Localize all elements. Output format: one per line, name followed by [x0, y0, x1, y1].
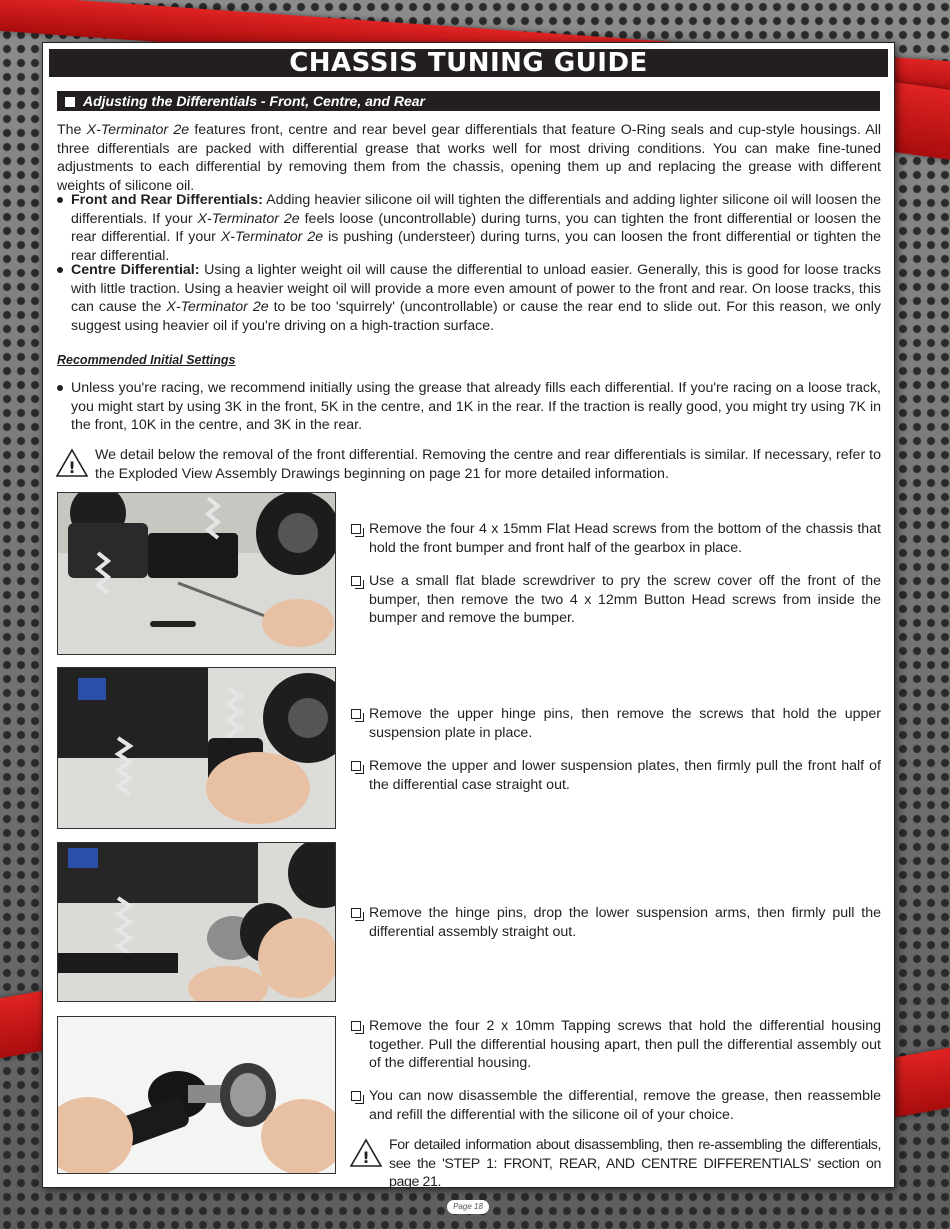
photo-remove-differential-assembly [57, 842, 336, 1002]
photo-remove-suspension-plates [57, 667, 336, 829]
bullet-centre-differential: Centre Differential: Using a lighter weight oil will cause the differential to unload easier. Generally, this is good for loose tracks with little traction. Using a heavier weight oil will provide a more even amount of power to the front and rear. On loose tracks, this can cause the X-Terminator 2e to be too 'squirrely' (uncontrollable) or cause the rear end to slide out. For this reason, we only suggest using heavier oil if you're driving on a high-traction surface. [57, 261, 881, 336]
photo-remove-bumper [57, 492, 336, 655]
bullet-dot-icon [57, 385, 63, 391]
section-heading-text: Adjusting the Differentials - Front, Centre, and Rear [83, 93, 426, 109]
checkbox-icon [351, 709, 361, 719]
bullet-dot-icon [57, 197, 63, 203]
photo-differential-housing-apart [57, 1016, 336, 1174]
page-title: CHASSIS TUNING GUIDE [49, 49, 888, 77]
step-3: Remove the upper hinge pins, then remove the screws that hold the upper suspension plate in place. [351, 705, 881, 742]
product-name: X-Terminator 2e [86, 122, 190, 138]
checkbox-icon [351, 761, 361, 771]
step-2: Use a small flat blade screwdriver to pry the screw cover off the front of the bumper, then remove the two 4 x 12mm Button Head screws from inside the bumper and remove the bumper. [351, 572, 881, 628]
bullet-recommended-settings: Unless you're racing, we recommend initially using the grease that already fills each differential. If you're racing on a loose track, you might start by using 3K in the front, 5K in the centre, and 1K in the rear. If the traction is really good, you might try using 7K in the front, 10K in the centre, and 3K in the rear. [57, 379, 881, 435]
product-name: X-Terminator 2e [197, 210, 300, 227]
checkbox-icon [351, 576, 361, 586]
intro-paragraph: The X-Terminator 2e features front, centre and rear bevel gear differentials that feature O-Ring seals and cup-style housings. All three differentials are packed with differential grease that works well for most driving conditions. You can make fine-tuned adjustments to each differential by removing them from the chassis, opening them up and replacing the grease with different weights of silicone oil. [57, 122, 882, 195]
step-7: You can now disassemble the differential, remove the grease, then reassemble and refill the differential with the silicone oil of your choice. [351, 1087, 881, 1124]
recommended-settings-heading: Recommended Initial Settings [57, 353, 236, 367]
checkbox-icon [351, 1091, 361, 1101]
bullet-lead: Front and Rear Differentials: [71, 192, 263, 208]
step-6: Remove the four 2 x 10mm Tapping screws that hold the differential housing together. Pull the differential housing apart, then pull the differential assembly out of the differential housing. [351, 1017, 881, 1073]
warning-icon [349, 1138, 383, 1168]
page-number: Page 18 [447, 1200, 489, 1214]
warning-icon [55, 448, 89, 478]
step-5: Remove the hinge pins, drop the lower suspension arms, then firmly pull the differential assembly straight out. [351, 904, 881, 941]
step-4: Remove the upper and lower suspension plates, then firmly pull the front half of the differential case straight out. [351, 757, 881, 794]
svg-text:!: ! [362, 1148, 370, 1167]
step-1: Remove the four 4 x 15mm Flat Head screws from the bottom of the chassis that hold the front bumper and front half of the gearbox in place. [351, 520, 881, 557]
checkbox-icon [351, 908, 361, 918]
product-name: X-Terminator 2e [220, 229, 324, 246]
square-bullet-icon [65, 97, 75, 107]
svg-text:!: ! [68, 458, 76, 477]
manual-page [42, 42, 895, 1191]
bullet-lead: Centre Differential: [71, 262, 200, 278]
warning-note-1: We detail below the removal of the front differential. Removing the centre and rear differentials is similar. If necessary, refer to the Exploded View Assembly Drawings beginning on page 21 for more detailed information. [95, 447, 881, 482]
bullet-dot-icon [57, 267, 63, 273]
section-heading [57, 91, 880, 111]
checkbox-icon [351, 1021, 361, 1031]
product-name: X-Terminator 2e [166, 299, 269, 316]
checkbox-icon [351, 524, 361, 534]
bullet-front-rear-differentials: Front and Rear Differentials: Adding heavier silicone oil will tighten the differentials and adding lighter silicone oil will loosen the differentials. If your X-Terminator 2e feels loose (uncontrollable) during turns, you can tighten the front differential or loosen the rear differential. If your X-Terminator 2e is pushing (understeer) during turns, you can loosen the front differential or tighten the rear differential. [57, 191, 881, 266]
warning-note-2: For detailed information about disassembling, then re-assembling the differentials, see the 'STEP 1: FRONT, REAR, AND CENTRE DIFFERENTIALS' section on page 21. [389, 1137, 881, 1191]
